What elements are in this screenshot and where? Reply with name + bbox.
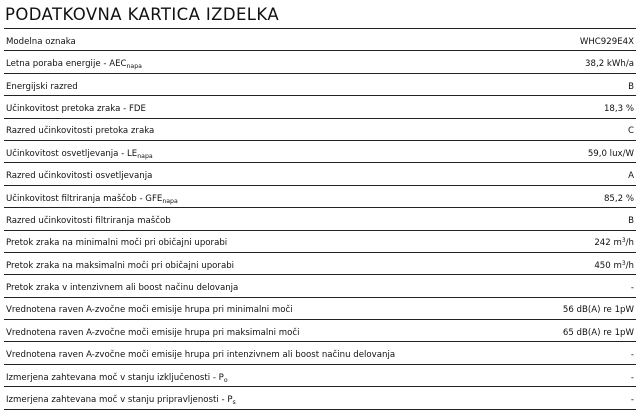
- table-row-grease-filter-efficiency: [4, 186, 636, 208]
- row-value: 38,2 kWh/a: [585, 59, 634, 70]
- table-row-noise-max: [4, 320, 636, 342]
- row-label: Modelna oznaka: [6, 36, 76, 47]
- label-subscript: napa: [126, 63, 142, 71]
- row-value: 18,3 %: [603, 103, 634, 114]
- row-label: Razred učinkovitosti osvetljevanja: [6, 171, 153, 182]
- label-subscript: o: [223, 376, 228, 384]
- table-row-model: [4, 29, 636, 51]
- row-label: Pretok zraka na minimalni moči pri običajni uporabi: [6, 238, 228, 249]
- table-row-noise-min: [4, 298, 636, 320]
- row-label: Učinkovitost osvetljevanja - $LE_{napa}$: [6, 148, 153, 160]
- row-label: Izmerjena zahtevana moč v stanju pripravljenosti - $P_s$: [6, 395, 236, 407]
- table-row-airflow-max: [4, 253, 636, 275]
- row-value: -: [630, 350, 634, 361]
- row-value: A: [628, 171, 634, 182]
- row-label: Vrednotena raven A-zvočne moči emisije hrupa pri minimalni moči: [6, 305, 293, 316]
- row-value: 65 dB(A) re 1pW: [562, 327, 634, 338]
- label-subscript: s: [232, 399, 236, 407]
- row-value: 59,0 lux/W: [587, 148, 634, 159]
- row-value: 56 dB(A) re 1pW: [562, 305, 634, 316]
- row-value: B: [628, 81, 634, 92]
- table-row-fde-class: [4, 119, 636, 141]
- row-label: Letna poraba energije - $AEC_{napa}$: [6, 59, 142, 71]
- row-label: Učinkovitost pretoka zraka - FDE: [6, 103, 146, 114]
- table-row-power-off: [4, 365, 636, 387]
- table-row-energy-class: [4, 74, 636, 96]
- table-row-airflow-boost: [4, 275, 636, 297]
- row-label: Vrednotena raven A-zvočne moči emisije hrupa pri maksimalni moči: [6, 327, 300, 338]
- sheet-title: PODATKOVNA KARTICA IZDELKA: [5, 5, 280, 24]
- row-label: Pretok zraka v intenzivnem ali boost načinu delovanja: [6, 283, 239, 294]
- row-value: 85,2 %: [603, 193, 634, 204]
- table-row-fde: [4, 96, 636, 118]
- table-row-lighting-efficiency: [4, 141, 636, 163]
- row-label: Razred učinkovitosti filtriranja maščob: [6, 215, 171, 226]
- row-label: Izmerjena zahtevana moč v stanju izključenosti - $P_o$: [6, 372, 228, 384]
- label-subscript: napa: [137, 152, 153, 160]
- row-value: WHC929E4X: [579, 36, 634, 47]
- row-value: B: [628, 215, 634, 226]
- label-subscript: napa: [162, 197, 178, 205]
- row-label: Razred učinkovitosti pretoka zraka: [6, 126, 155, 137]
- table-row-annual-energy: [4, 51, 636, 73]
- row-value: -: [630, 372, 634, 383]
- unit-superscript: 3: [621, 259, 626, 267]
- row-value: -: [630, 395, 634, 406]
- table-row-airflow-min: [4, 231, 636, 253]
- row-label: Učinkovitost filtriranja maščob - $GFE_{napa}$: [6, 193, 178, 205]
- table-row-lighting-class: [4, 163, 636, 185]
- row-value: 242 $m^3/h$: [594, 237, 634, 249]
- data-table: [4, 28, 636, 410]
- row-label: Vrednotena raven A-zvočne moči emisije hrupa pri intenzivnem ali boost načinu delovanja: [6, 350, 396, 361]
- row-label: Pretok zraka na maksimalni moči pri običajni uporabi: [6, 260, 235, 271]
- row-label: Energijski razred: [6, 81, 78, 92]
- unit-superscript: 3: [621, 237, 626, 245]
- table-row-grease-filter-class: [4, 208, 636, 230]
- table-row-power-standby: [4, 387, 636, 409]
- row-value: 450 $m^3/h$: [594, 259, 634, 271]
- row-value: C: [627, 126, 634, 137]
- table-row-noise-boost: [4, 342, 636, 364]
- row-value: -: [630, 283, 634, 294]
- product-data-sheet: [0, 4, 640, 406]
